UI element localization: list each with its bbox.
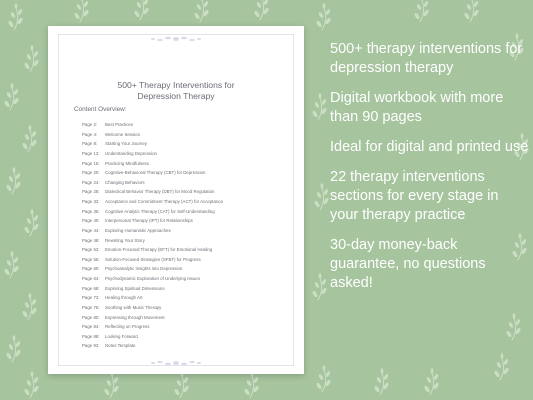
toc-section-title: Practicing Mindfulness <box>105 160 149 166</box>
toc-section-title: Looking Forward <box>105 333 138 339</box>
toc-item <box>82 207 282 217</box>
toc-section-title: Starting Your Journey <box>105 141 147 147</box>
feature-item: Ideal for digital and printed use <box>330 139 529 155</box>
feature-item: 22 therapy interventions sections for every stage in your therapy practice <box>330 169 499 223</box>
toc-item <box>82 274 282 284</box>
toc-page-number: Page 28: <box>82 189 100 195</box>
toc-page-number: Page 20: <box>82 170 100 176</box>
toc-section-title: Rewriting Your Story <box>105 237 145 243</box>
toc-page-number: Page 8: <box>82 141 98 147</box>
toc-section-title: Cognitive Analytic Therapy (CAT) for Self-Understanding <box>105 208 215 214</box>
toc-page-number: Page 64: <box>82 276 100 281</box>
toc-item <box>82 226 282 236</box>
toc-section-title: Expressing through Movement <box>105 314 165 320</box>
toc-item <box>82 293 282 303</box>
toc-page-number: Page 72: <box>82 295 100 301</box>
toc-section-title: Changing Behaviors <box>105 179 145 185</box>
toc-section-title: Exploring Humanistic Approaches <box>105 227 171 233</box>
toc-page-number: Page 76: <box>82 304 100 310</box>
toc-section-title: Soothing with Music Therapy <box>105 304 162 310</box>
toc-page-number: Page 56: <box>82 256 100 262</box>
toc-page-number: Page 2: <box>82 122 98 127</box>
table-of-contents <box>82 120 282 351</box>
toc-item <box>82 255 282 265</box>
workbook-page-preview <box>48 26 304 374</box>
toc-heading: Content Overview: <box>74 106 127 113</box>
toc-item <box>82 120 282 130</box>
toc-page-number: Page 44: <box>82 227 100 233</box>
document-title-line-1: 500+ Therapy Interventions for <box>117 80 235 90</box>
toc-item <box>82 332 282 342</box>
toc-item <box>82 178 282 188</box>
toc-page-number: Page 84: <box>82 324 100 330</box>
toc-page-number: Page 80: <box>82 314 100 320</box>
toc-page-number: Page 32: <box>82 199 100 204</box>
toc-item <box>82 216 282 226</box>
toc-page-number: Page 24: <box>82 179 100 185</box>
toc-section-title: Notes Template <box>105 343 136 349</box>
toc-item <box>82 130 282 140</box>
toc-page-number: Page 4: <box>82 131 98 137</box>
feature-item: 30-day money-back guarantee, no questions asked! <box>330 237 486 291</box>
toc-page-number: Page 40: <box>82 218 100 224</box>
toc-page-number: Page 92: <box>82 343 100 349</box>
toc-page-number: Page 48: <box>82 237 100 243</box>
toc-item <box>82 236 282 246</box>
toc-page-number: Page 12: <box>82 150 100 156</box>
toc-item <box>82 322 282 332</box>
toc-item <box>82 187 282 197</box>
floral-ornament-icon <box>148 358 204 368</box>
toc-item <box>82 159 282 169</box>
toc-item <box>82 149 282 159</box>
toc-section-title: Reflecting on Progress <box>105 324 150 330</box>
toc-section-title: Solution-Focused Strategies (SFBT) for Progress <box>105 256 201 262</box>
feature-list <box>330 40 530 304</box>
toc-section-title: Emotion-Focused Therapy (EFT) for Emotional Healing <box>105 247 213 253</box>
toc-item <box>82 313 282 323</box>
toc-page-number: Page 36: <box>82 208 100 214</box>
toc-section-title: Interpersonal Therapy (IPT) for Relationships <box>105 218 193 224</box>
toc-section-title: Psychodynamic Exploration of Underlying Issues <box>105 276 200 281</box>
feature-item: Digital workbook with more than 90 pages <box>330 90 504 125</box>
toc-section-title: Acceptance and Commitment Therapy (ACT) for Acceptance <box>105 199 224 204</box>
toc-item <box>82 264 282 274</box>
toc-section-title: Best Practices <box>105 122 134 127</box>
toc-page-number: Page 16: <box>82 160 100 166</box>
toc-section-title: Cognitive-Behavioral Therapy (CBT) for Depression <box>105 170 206 176</box>
toc-page-number: Page 60: <box>82 266 100 272</box>
toc-item <box>82 168 282 178</box>
toc-item <box>82 139 282 149</box>
toc-section-title: Welcome Session <box>105 131 141 137</box>
toc-section-title: Psychoanalytic Insights into Depression <box>105 266 183 272</box>
toc-section-title: Healing through Art <box>105 295 143 301</box>
toc-section-title: Dialectical Behavior Therapy (DBT) for Mood Regulation <box>105 189 215 195</box>
toc-item <box>82 245 282 255</box>
toc-item <box>82 341 282 351</box>
toc-page-number: Page 88: <box>82 333 100 339</box>
feature-item: 500+ therapy interventions for depression therapy <box>330 41 523 76</box>
floral-ornament-icon <box>148 34 204 44</box>
toc-page-number: Page 52: <box>82 247 100 253</box>
toc-item <box>82 303 282 313</box>
document-title-line-2: Depression Therapy <box>137 91 215 101</box>
toc-page-number: Page 68: <box>82 285 100 291</box>
toc-section-title: Understanding Depression <box>105 150 157 156</box>
toc-item <box>82 197 282 207</box>
document-title <box>68 80 284 102</box>
toc-item <box>82 284 282 294</box>
toc-section-title: Exploring Spiritual Dimensions <box>105 285 165 291</box>
